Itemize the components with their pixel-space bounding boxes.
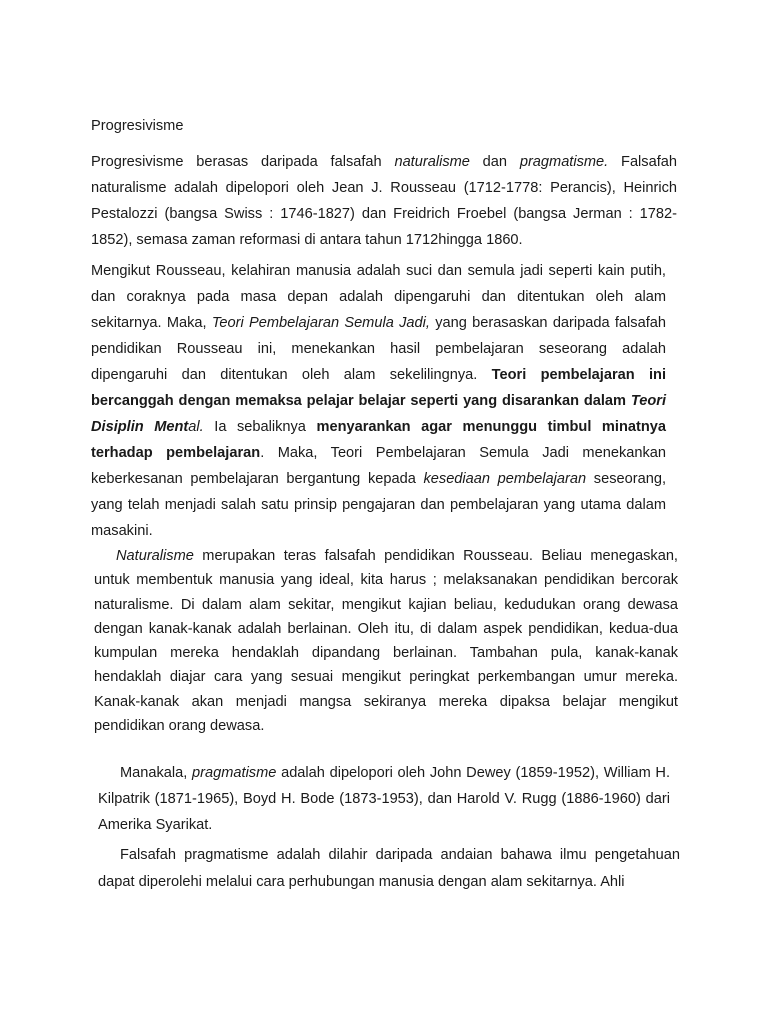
paragraph-rousseau bbox=[91, 258, 666, 544]
text-run: merupakan teras falsafah pendidikan Rousseau. Beliau menegaskan, untuk membentuk manusia yang ideal, kita harus ; melaksanakan pendidikan bercorak naturalisme. Di dalam alam sekitar, mengikut kajian beliau, kedudukan orang dewasa dengan kanak-kanak adalah berlainan. Oleh itu, di dalam aspek pendidikan, kedua-dua kumpulan mereka hendaklah dipandang berlainan. Tambahan pula, kanak-kanak hendaklah diajar cara yang sesuai mengikut peringkat perkembangan umur mereka. Kanak-kanak akan menjadi mangsa sekiranya mereka dipaksa belajar mengikut pendidikan orang dewasa. bbox=[94, 548, 678, 735]
italic-term: Teori Pembelajaran Semula Jadi, bbox=[211, 315, 430, 331]
text-run: . Maka, Teori Pembelajaran Semula Jadi menekankan keberkesanan pembelajaran bergantung kepada bbox=[91, 445, 666, 487]
italic-term: al. bbox=[188, 419, 204, 435]
indent bbox=[98, 847, 120, 863]
text-run: Falsafah pragmatisme adalah dilahir daripada andaian bahawa ilmu pengetahuan dapat diperolehi melalui cara perhubungan manusia dengan alam sekitarnya. Ahli bbox=[98, 847, 680, 890]
bold-text: menyarankan agar menunggu timbul minatnya terhadap pembelajaran bbox=[91, 419, 666, 461]
text-run: seseorang, yang telah menjadi salah satu prinsip pengajaran dan pembelajaran yang utama dalam masakini. bbox=[91, 471, 666, 539]
text-run: Ia sebaliknya bbox=[203, 419, 317, 435]
paragraph-pragmatisme bbox=[98, 760, 670, 838]
text-run: Manakala, bbox=[120, 765, 193, 781]
text-run: Mengikut Rousseau, kelahiran manusia adalah suci dan semula jadi seperti kain putih, dan coraknya pada masa depan adalah dipengaruhi dan ditentukan oleh alam sekitarnya. Maka, bbox=[91, 263, 666, 331]
indent bbox=[98, 765, 120, 781]
paragraph-falsafah-pragmatisme bbox=[98, 842, 680, 895]
bold-text: Teori pembelajaran ini bercanggah dengan memaksa pelajar belajar seperti yang disarankan dalam bbox=[91, 367, 666, 409]
paragraph-progresivisme-origins bbox=[91, 149, 677, 253]
italic-term: Naturalisme bbox=[116, 548, 194, 564]
text-run: adalah dipelopori oleh John Dewey (1859-1952), William H. Kilpatrik (1871-1965), Boyd H. Bode (1873-1953), dan Harold V. Rugg (1886-1960) dari Amerika Syarikat. bbox=[98, 765, 670, 833]
section-heading: Progresivisme bbox=[91, 118, 184, 134]
text-run: yang berasaskan daripada falsafah pendidikan Rousseau ini, menekankan hasil pembelajaran seseorang adalah dipengaruhi dan ditentukan oleh alam sekelilingnya. bbox=[91, 315, 666, 383]
text-run: Falsafah naturalisme adalah dipelopori oleh Jean J. Rousseau (1712-1778: Perancis), Heinrich Pestalozzi (bangsa Swiss : 1746-1827) dan Freidrich Froebel (bangsa Jerman : 1782-1852), semasa zaman reformasi di antara tahun 1712hingga 1860. bbox=[91, 154, 677, 248]
paragraph-naturalisme bbox=[94, 544, 678, 738]
indent bbox=[94, 548, 116, 564]
italic-term: pragmatisme bbox=[192, 765, 277, 781]
italic-term: kesediaan pembelajaran bbox=[423, 471, 587, 487]
italic-term: naturalisme bbox=[394, 154, 470, 170]
italic-term: pragmatisme. bbox=[519, 154, 609, 170]
text-run: dan bbox=[469, 154, 520, 170]
bold-italic-text: Teori Disiplin Ment bbox=[91, 393, 666, 435]
text-run: Progresivisme berasas daripada falsafah bbox=[91, 154, 395, 170]
